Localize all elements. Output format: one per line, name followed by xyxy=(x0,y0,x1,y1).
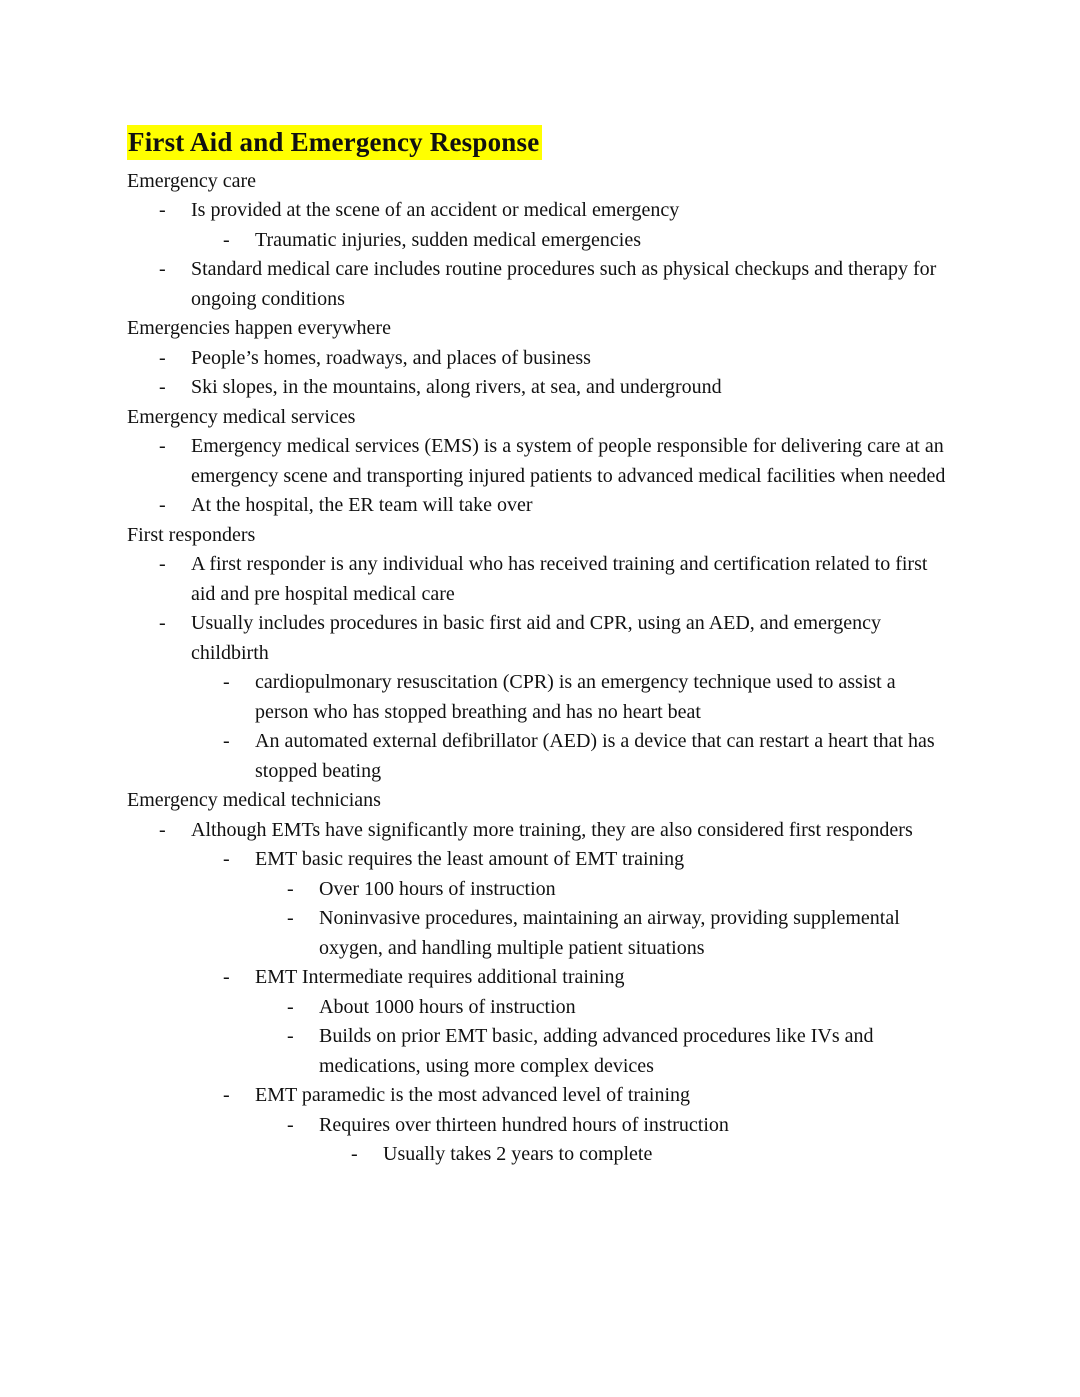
dash-bullet: - xyxy=(223,966,230,989)
outline-heading xyxy=(127,167,950,197)
list-item-text: Emergency medical technicians xyxy=(127,789,381,812)
list-item xyxy=(159,255,950,314)
list-item xyxy=(287,875,950,905)
outline-heading xyxy=(127,314,950,344)
list-item-text: Ski slopes, in the mountains, along rivers, at sea, and underground xyxy=(191,376,722,399)
list-item xyxy=(159,816,950,846)
list-item xyxy=(223,727,950,786)
list-item-text: A first responder is any individual who has received training and certification related to first aid and pre hospital medical care xyxy=(191,553,928,605)
list-item-text: People’s homes, roadways, and places of business xyxy=(191,346,591,369)
list-item-text: Is provided at the scene of an accident or medical emergency xyxy=(191,199,680,222)
list-item-text: Traumatic injuries, sudden medical emergencies xyxy=(255,228,642,251)
outline-heading xyxy=(127,786,950,816)
outline-heading xyxy=(127,403,950,433)
list-item-text: Usually includes procedures in basic first aid and CPR, using an AED, and emergency childbirth xyxy=(191,612,882,664)
list-item-text: EMT Intermediate requires additional training xyxy=(255,966,625,989)
dash-bullet: - xyxy=(159,258,166,281)
dash-bullet: - xyxy=(159,818,166,841)
list-item-text: Noninvasive procedures, maintaining an airway, providing supplemental oxygen, and handling multiple patient situations xyxy=(319,907,900,959)
list-item-text: First responders xyxy=(127,523,256,546)
list-item xyxy=(223,226,950,256)
list-item xyxy=(159,373,950,403)
page-title xyxy=(127,126,950,160)
dash-bullet: - xyxy=(159,553,166,576)
list-item xyxy=(159,196,950,226)
dash-bullet: - xyxy=(159,612,166,635)
list-item xyxy=(223,1081,950,1111)
dash-bullet: - xyxy=(287,877,294,900)
list-item-text: EMT basic requires the least amount of EMT training xyxy=(255,848,685,871)
dash-bullet: - xyxy=(159,494,166,517)
dash-bullet: - xyxy=(223,1084,230,1107)
list-item-text: cardiopulmonary resuscitation (CPR) is an emergency technique used to assist a person who has stopped breathing and has no heart beat xyxy=(255,671,896,723)
dash-bullet: - xyxy=(287,1025,294,1048)
list-item-text: Standard medical care includes routine procedures such as physical checkups and therapy for ongoing conditions xyxy=(191,258,937,310)
list-item-text: EMT paramedic is the most advanced level of training xyxy=(255,1084,691,1107)
dash-bullet: - xyxy=(287,1113,294,1136)
outline-heading xyxy=(127,521,950,551)
list-item-text: Over 100 hours of instruction xyxy=(319,877,556,900)
title-highlight: First Aid and Emergency Response xyxy=(127,125,542,160)
list-item xyxy=(287,1022,950,1081)
list-item xyxy=(351,1140,950,1170)
outline xyxy=(127,167,950,1170)
list-item xyxy=(287,904,950,963)
list-item xyxy=(159,609,950,668)
dash-bullet: - xyxy=(159,376,166,399)
dash-bullet: - xyxy=(159,199,166,222)
list-item xyxy=(159,550,950,609)
dash-bullet: - xyxy=(223,848,230,871)
list-item-text: Usually takes 2 years to complete xyxy=(383,1143,653,1166)
dash-bullet: - xyxy=(223,671,230,694)
list-item xyxy=(223,668,950,727)
list-item-text: Emergencies happen everywhere xyxy=(127,317,391,340)
list-item xyxy=(159,491,950,521)
list-item-text: At the hospital, the ER team will take over xyxy=(191,494,533,517)
list-item xyxy=(287,1111,950,1141)
list-item-text: Although EMTs have significantly more training, they are also considered first responders xyxy=(191,818,913,841)
dash-bullet: - xyxy=(351,1143,358,1166)
dash-bullet: - xyxy=(287,995,294,1018)
list-item xyxy=(287,993,950,1023)
list-item-text: Builds on prior EMT basic, adding advanced procedures like IVs and medications, using more complex devices xyxy=(319,1025,874,1077)
list-item-text: An automated external defibrillator (AED) is a device that can restart a heart that has stopped beating xyxy=(255,730,935,782)
dash-bullet: - xyxy=(223,228,230,251)
list-item-text: Emergency medical services (EMS) is a system of people responsible for delivering care at an emergency scene and transporting injured patients to advanced medical facilities when needed xyxy=(191,435,946,487)
list-item-text: Requires over thirteen hundred hours of instruction xyxy=(319,1113,729,1136)
dash-bullet: - xyxy=(159,435,166,458)
list-item xyxy=(159,344,950,374)
list-item xyxy=(159,432,950,491)
list-item xyxy=(223,963,950,993)
dash-bullet: - xyxy=(223,730,230,753)
dash-bullet: - xyxy=(287,907,294,930)
dash-bullet: - xyxy=(159,346,166,369)
list-item-text: Emergency care xyxy=(127,169,256,192)
list-item-text: Emergency medical services xyxy=(127,405,356,428)
list-item-text: About 1000 hours of instruction xyxy=(319,995,576,1018)
list-item xyxy=(223,845,950,875)
